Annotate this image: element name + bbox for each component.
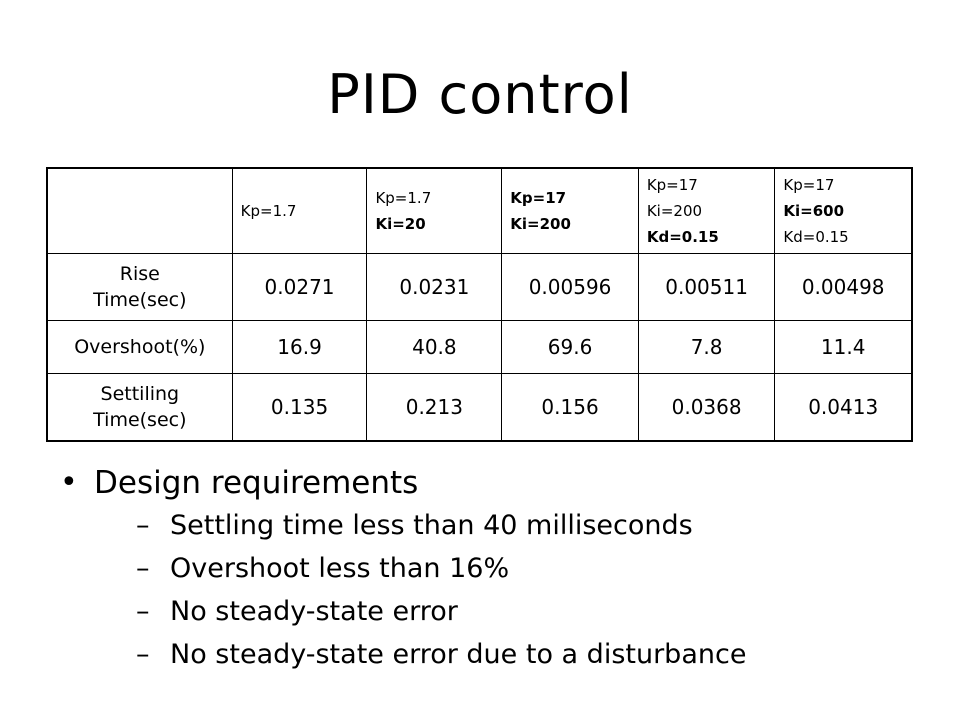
list-item <box>94 590 746 633</box>
row-label-line: Overshoot(%) <box>74 336 206 358</box>
header-line: Ki=600 <box>783 202 845 220</box>
header-line: Ki=200 <box>510 215 571 233</box>
header-cell-kp17-ki200 <box>502 168 639 254</box>
table-cell: 0.00511 <box>638 254 775 321</box>
table-cell: 11.4 <box>775 321 912 374</box>
row-label-line: Time(sec) <box>93 409 187 431</box>
list-item <box>94 504 746 547</box>
list-item <box>94 547 746 590</box>
header-line: Kp=17 <box>646 176 698 194</box>
requirements-list <box>60 462 746 676</box>
table-cell: 0.135 <box>232 374 367 442</box>
list-item-text: Settling time less than 40 milliseconds <box>170 510 693 541</box>
table-cell: 69.6 <box>502 321 639 374</box>
header-line: Kp=1.7 <box>375 189 432 207</box>
table-cell: 0.0231 <box>367 254 502 321</box>
list-item-text: No steady-state error due to a disturbance <box>170 639 747 670</box>
header-line: Ki=200 <box>646 202 703 220</box>
table-cell: 7.8 <box>638 321 775 374</box>
table-cell: 0.0271 <box>232 254 367 321</box>
header-line: Kd=0.15 <box>783 228 849 246</box>
header-cell-kp1.7 <box>232 168 367 254</box>
header-line: Kp=17 <box>510 189 567 207</box>
requirements-sublist <box>94 504 746 676</box>
table-header-row <box>47 168 912 254</box>
list-item-text: Overshoot less than 16% <box>170 553 510 584</box>
list-item <box>94 633 746 676</box>
table-row-rise-time <box>47 254 912 321</box>
header-corner-cell <box>47 168 232 254</box>
header-cell-kp1.7-ki20 <box>367 168 502 254</box>
row-label-line: Settiling <box>100 383 180 405</box>
table-cell: 0.00498 <box>775 254 912 321</box>
dash-icon: – <box>136 510 150 541</box>
results-table <box>46 167 913 442</box>
header-cell-kp17-ki200-kd <box>638 168 775 254</box>
row-label <box>47 254 232 321</box>
table-cell: 16.9 <box>232 321 367 374</box>
header-line: Kp=17 <box>783 176 835 194</box>
table-cell: 0.0368 <box>638 374 775 442</box>
row-label-line: Rise <box>119 263 160 285</box>
table-cell: 0.00596 <box>502 254 639 321</box>
header-cell-kp17-ki600-kd <box>775 168 912 254</box>
list-item-text: No steady-state error <box>170 596 458 627</box>
row-label <box>47 374 232 442</box>
table-cell: 0.213 <box>367 374 502 442</box>
header-line: Kp=1.7 <box>240 202 297 220</box>
header-line: Kd=0.15 <box>646 228 719 246</box>
table-row-settling-time <box>47 374 912 442</box>
row-label-line: Time(sec) <box>93 289 187 311</box>
table-cell: 0.156 <box>502 374 639 442</box>
table-cell: 40.8 <box>367 321 502 374</box>
requirements-heading-item <box>60 462 746 676</box>
dash-icon: – <box>136 596 150 627</box>
header-line: Ki=20 <box>375 215 426 233</box>
dash-icon: – <box>136 639 150 670</box>
dash-icon: – <box>136 553 150 584</box>
bullet-icon: • <box>60 465 78 500</box>
table-row-overshoot <box>47 321 912 374</box>
row-label <box>47 321 232 374</box>
slide-title: PID control <box>327 63 633 126</box>
table-cell: 0.0413 <box>775 374 912 442</box>
requirements-heading: Design requirements <box>94 465 419 501</box>
